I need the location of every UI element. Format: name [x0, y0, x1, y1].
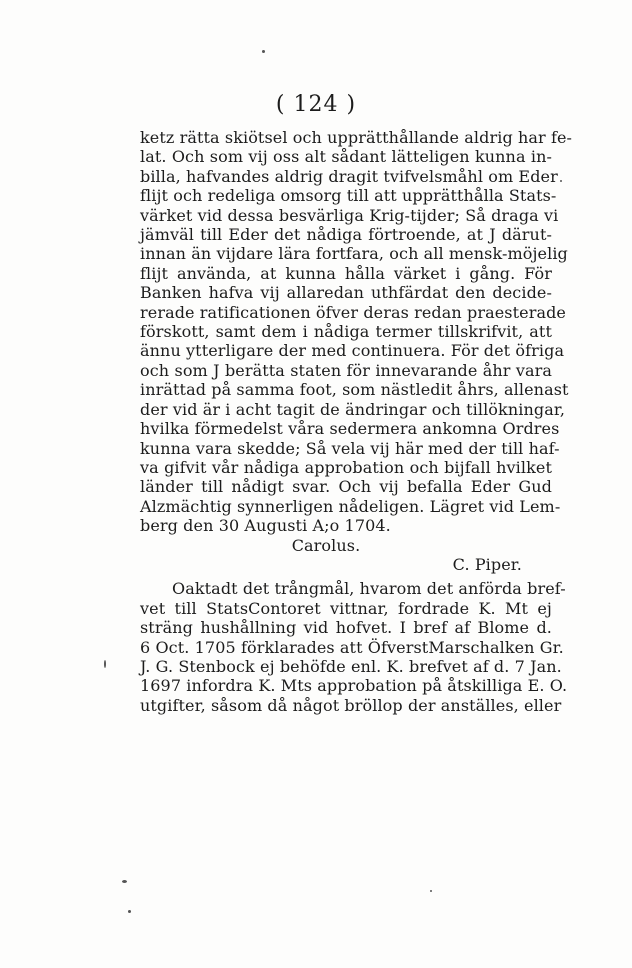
text-line: och som J berätta staten för innevarande åhr vara	[140, 360, 552, 380]
text-line: länder till nådigt svar. Och vij befalla Eder Gud	[140, 477, 552, 497]
text-line: va gifvit vår nådiga approbation och bijfall hvilket	[140, 457, 552, 477]
text-line: Oaktadt det trångmål, hvarom det anförda bref-	[172, 579, 566, 599]
text-line: ännu ytterligare der med continuera. För det öfriga	[140, 341, 565, 361]
text-line: hvilka förmedelst våra sedermera ankomna Ordres	[140, 419, 560, 439]
scan-speck	[262, 50, 265, 53]
signature-carolus: Carolus.	[291, 535, 361, 555]
text-line: der vid är i acht tagit de ändringar och tillökningar,	[140, 399, 566, 419]
scan-speck	[128, 910, 131, 913]
scan-speck	[104, 660, 106, 668]
text-line: kunna vara skedde; Så vela vij här med der till haf-	[140, 438, 560, 458]
text-line: berg den 30 Augusti A;o 1704.	[140, 516, 391, 536]
text-line: 1697 infordra K. Mts approbation på åtskilliga E. O.	[140, 676, 568, 696]
body-text	[140, 128, 573, 715]
page-number-header: ( 124 )	[275, 92, 357, 117]
text-line: jämväl till Eder det nådiga förtroende, at J därut-	[140, 225, 552, 245]
text-line: Alzmächtig synnerligen nådeligen. Lägret vid Lem-	[140, 496, 561, 516]
text-line: Banken hafva vij allaredan uthfärdat den decide-	[140, 283, 552, 303]
text-line: vet till StatsContoret vittnar, fordrade K. Mt ej	[140, 598, 552, 618]
scan-speck	[560, 180, 562, 182]
text-line: ketz rätta skiötsel och upprätthållande aldrig har fe-	[140, 128, 573, 147]
text-line: innan än vijdare lära fortfara, och all mensk-möjelig	[140, 244, 568, 264]
text-line: flijt och redeliga omsorg till att upprätthålla Stats-	[140, 186, 557, 206]
text-line: förskott, samt dem i nådiga termer tillskrifvit, att	[140, 322, 552, 342]
scan-speck	[122, 880, 127, 883]
text-line: inrättad på samma foot, som nästledit åhrs, allenast	[140, 380, 569, 400]
text-line: billa, hafvandes aldrig dragit tvifvelsmåhl om Eder	[140, 166, 558, 186]
text-line: rerade ratificationen öfver deras redan praesterade	[140, 302, 567, 322]
text-line: lat. Och som vij oss alt sådant lätteligen kunna in-	[140, 147, 552, 167]
signature-piper: C. Piper.	[452, 554, 522, 574]
text-line: 6 Oct. 1705 förklarades att ÖfverstMarschalken Gr.	[140, 637, 564, 657]
text-line: J. G. Stenbock ej behöfde enl. K. brefvet af d. 7 Jan.	[140, 656, 562, 676]
scan-speck	[430, 890, 432, 892]
text-line: flijt använda, at kunna hålla värket i gång. För	[140, 263, 552, 283]
text-line: utgifter, såsom då något bröllop der anställes, eller	[140, 695, 562, 715]
text-line: värket vid dessa besvärliga Krig-tijder; Så draga vi	[140, 205, 559, 225]
text-line: sträng hushållning vid hofvet. I bref af Blome d.	[140, 618, 552, 638]
